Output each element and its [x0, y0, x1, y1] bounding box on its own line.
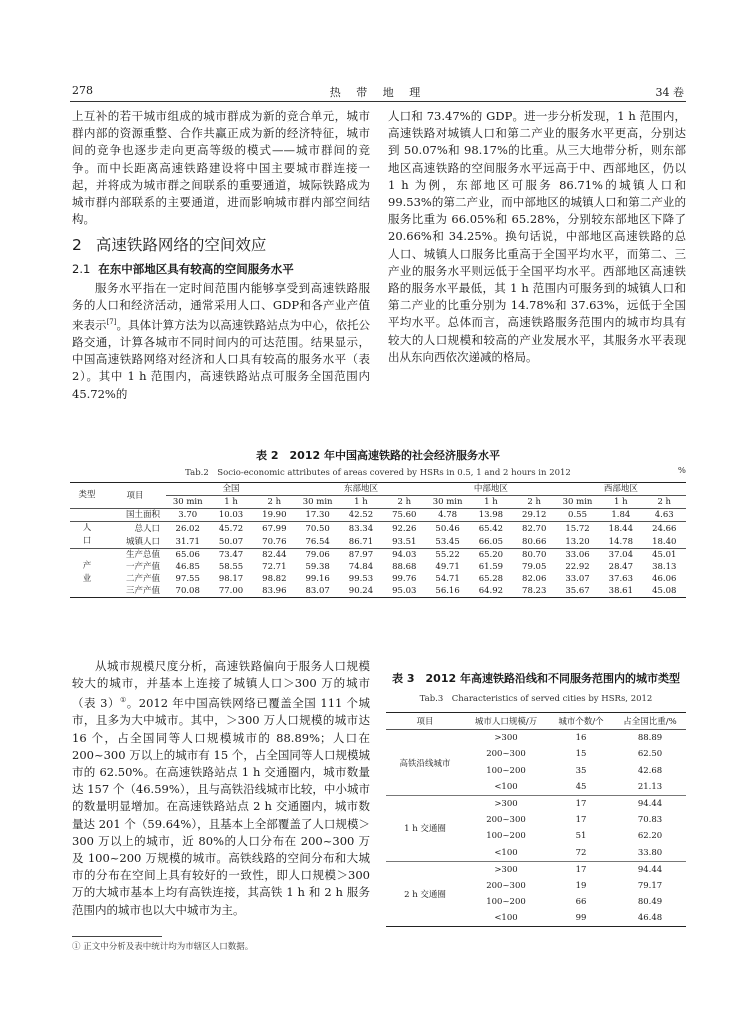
- table2-row-item: 二产产值: [126, 574, 161, 584]
- table3-cell: 79.17: [637, 880, 663, 891]
- table2-cell: 74.84: [348, 562, 374, 572]
- table3-cell: 200~300: [486, 815, 526, 826]
- table3-cell: 62.50: [637, 749, 663, 760]
- table2-cell: 49.71: [435, 562, 460, 572]
- subsection-number: 2.1: [72, 262, 91, 277]
- table2-cell: 35.67: [556, 585, 599, 598]
- table2-row-category: 产业: [70, 549, 104, 598]
- table2-cell: 45.08: [642, 585, 686, 598]
- table2-row: [70, 535, 686, 549]
- table2-header-time: 2 h: [642, 496, 686, 509]
- left-paragraph-1: 上互补的若干城市组成的城市群成为新的竞合单元，城市群内部的资源重整、合作共赢正成为新的经济特征，城市间的竞争也逐步走向更高等级的模式——城市群间的竞争。而中长距离高速铁路建设将中国主要城市群连接一起，并将成为城市群之间联系的重要通道，城际铁路成为城市群内部联系的主要通道，进而影响城市群内部空间结构。: [72, 109, 370, 227]
- table2-cell: 26.02: [175, 523, 200, 534]
- table2-cell: 19.90: [253, 509, 296, 522]
- table2-row-item: 一产产值: [126, 562, 161, 572]
- table2-cell: 75.60: [383, 509, 426, 522]
- table3-cell: 80.49: [637, 897, 663, 908]
- table2-row-item: 三产产值: [104, 585, 166, 598]
- right-paragraph-1: 人口和 73.47%的 GDP。进一步分析发现，1 h 范围内，高速铁路对城镇人口和第二产业的服务水平更高，分别达到 50.07%和 98.17%的比重。从三大地带分析，则东部地区高速铁路的空间服务水平远高于中、西部地区，仍以 1 h 为例，东部地区可服务 86.71%的城镇人口和 99.53%的第二产业，而中部地区的城镇人口和第二产业的服务比重为 66.05%和 65.28%，分别较东部地区下降了 20.66%和 34.25%。换句话说，中部地区高速铁路的总人口、城镇人口服务比重高于全国平均水平，而第二、三产业的服务水平则远低于全国平均水平。西部地区高速铁路的服务水平最低，其 1 h 范围内可服务到的城镇人口和第二产业的比重分别为 14.78%和 37.63%，远低于全国平均水平。总体而言，高速铁路服务范围内的城市均具有较大的人口规模和较高的产业发展水平，其服务水平表现出从东向西依次递减的格局。: [388, 109, 686, 364]
- table2-header-time: 30 min: [556, 496, 599, 509]
- table3-header-share: 占全国比重/%: [614, 713, 686, 730]
- section-heading: [72, 235, 370, 255]
- table3-cell: 100~200: [486, 831, 526, 842]
- table3-header-item: 项目: [386, 713, 464, 730]
- table2-cell: 37.63: [608, 574, 633, 584]
- table2-cell: 28.47: [608, 562, 633, 572]
- footnote-ref: ①: [119, 696, 127, 705]
- table2-header-time: 2 h: [253, 496, 296, 509]
- table2-row: [70, 522, 686, 536]
- header-rule: [70, 101, 686, 102]
- table3-cell: <100: [464, 845, 548, 862]
- table2-header-region: 全国: [166, 483, 296, 496]
- table3-header-size: 城市人口规模/万: [464, 713, 548, 730]
- table2-cell: 61.59: [478, 562, 504, 572]
- subsection-heading: [72, 261, 370, 278]
- citation-ref: [7]: [106, 318, 117, 327]
- table2-cell: 59.38: [305, 562, 330, 572]
- table2-cell: 82.44: [262, 550, 287, 560]
- lower-left-paragraph-b: 。2012 年中国高铁网络已覆盖全国 111 个城市，且多为大中城市。其中，＞300 万人口规模的城市达 16 个，占全国同等人口规模城市的 88.89%；人口在 200~300 万以上的城市有 15 个，占全国同等人口规模城市的 62.50%。在高速铁路站点 1 h 交通圈内，城市数量达 157 个（46.59%），且与高铁沿线城市比较，中小城市的数量明显增加。在高速铁路站点 2 h 交通圈内，城市数量达 201 个（59.64%），且基本上全部覆盖了人口规模＞300 万以上的城市，近 80%的人口分布在 200~300 万及 100~200 万规模的城市。高铁线路的空间分布和大城市的分布在空间上具有较好的一致性，即人口规模＞300 万的大城市基本上均有高铁连接，其高铁 1 h 和 2 h 服务范围内的城市也以大中城市为主。: [72, 696, 370, 917]
- table2-row-item: 城镇人口: [104, 535, 166, 549]
- table2-cell: 87.97: [348, 550, 374, 560]
- table2-row-item: 国土面积: [70, 509, 166, 522]
- table3-cell: 21.13: [614, 779, 686, 796]
- table3-cell: 99: [548, 910, 614, 927]
- table3-caption: 表 3 2012 年高速铁路沿线和不同服务范围内的城市类型: [392, 672, 680, 685]
- table2-cell: 17.30: [296, 509, 339, 522]
- table2-cell: 65.42: [478, 523, 504, 534]
- table2-cell: 38.61: [599, 585, 642, 598]
- table3-cell: 62.20: [637, 831, 663, 842]
- table2-row-category: 人口: [70, 522, 104, 549]
- table3-cell: <100: [464, 910, 548, 927]
- table2-cell: 83.96: [253, 585, 296, 598]
- left-paragraph-2a: 服务水平指在一定时间范围内能够享受到高速铁路服务的人口和经济活动，通常采用人口、GDP和各产业产值来表示: [72, 280, 370, 332]
- table2-cell: 4.78: [426, 509, 469, 522]
- table3-cell: 46.48: [614, 910, 686, 927]
- table2-cell: 50.46: [435, 523, 460, 534]
- table3-cell: 70.83: [637, 815, 663, 826]
- table2-header-time: 30 min: [166, 496, 209, 509]
- table2-cell: 38.13: [652, 562, 677, 572]
- table2-header-time: 1 h: [209, 496, 252, 509]
- table2-row-item: 生产总值: [126, 550, 161, 560]
- table3-cell: 17: [575, 799, 587, 810]
- table2-cell: 92.26: [392, 523, 417, 534]
- table2-cell: 90.24: [339, 585, 382, 598]
- table2-cell: 10.03: [209, 509, 252, 522]
- table3-cell: <100: [464, 779, 548, 796]
- table2-cell: 72.71: [262, 562, 287, 572]
- running-header: [72, 84, 684, 100]
- table2-cell: 55.22: [435, 550, 460, 560]
- table2-cell: 54.71: [435, 574, 460, 584]
- table3-cell: 35: [575, 765, 587, 776]
- table2-row: [70, 549, 686, 562]
- table3-cell: >300: [494, 733, 518, 744]
- table3-row: [386, 730, 686, 747]
- table2-cell: 79.05: [522, 562, 547, 572]
- table2-cell: 13.98: [469, 509, 512, 522]
- lower-left-column: [72, 658, 370, 919]
- table2-cell: 93.51: [383, 535, 426, 549]
- table3-cell: 45: [548, 779, 614, 796]
- table2-header-time: 1 h: [339, 496, 382, 509]
- table2-cell: 73.47: [218, 550, 244, 560]
- page-number: 278: [72, 84, 93, 97]
- table2-row: [70, 573, 686, 585]
- table2-cell: 42.52: [339, 509, 382, 522]
- left-column: [72, 108, 370, 403]
- table2-cell: 15.72: [565, 523, 590, 534]
- table2-cell: 82.70: [522, 523, 547, 534]
- table2-cell: 64.92: [469, 585, 512, 598]
- table2-cell: 99.76: [392, 574, 417, 584]
- lower-left-paragraph-a: 从城市规模尺度分析，高速铁路偏向于服务人口规模较大的城市，并基本上连接了城镇人口＞300 万的城市（表 3）: [72, 659, 370, 711]
- table2-cell: 65.06: [175, 550, 200, 560]
- table2-cell: 58.55: [218, 562, 244, 572]
- footnote-rule: [72, 936, 162, 937]
- table2-cell: 4.63: [642, 509, 686, 522]
- table2-header-region: 东部地区: [296, 483, 426, 496]
- table2-cell: 46.85: [175, 562, 200, 572]
- table2-cell: 3.70: [166, 509, 209, 522]
- table2-cell: 67.99: [262, 523, 287, 534]
- table3-cell: 33.80: [614, 845, 686, 862]
- table2-cell: 88.68: [392, 562, 417, 572]
- table2-cell: 70.08: [166, 585, 209, 598]
- table2-caption: 表 2 2012 年中国高速铁路的社会经济服务水平: [256, 449, 500, 462]
- table3-group-label: 2 h 交通圈: [386, 861, 464, 927]
- table2-row-item: 总人口: [134, 523, 161, 534]
- table2-header-region: 中部地区: [426, 483, 556, 496]
- table2-cell: 50.07: [209, 535, 252, 549]
- table3-cell: 42.68: [637, 765, 663, 776]
- table3-group-label: 高铁沿线城市: [386, 730, 464, 796]
- table2-header-time: 30 min: [426, 496, 469, 509]
- table2-cell: 94.03: [392, 550, 417, 560]
- table2-cell: 29.12: [513, 509, 556, 522]
- table2-cell: 82.06: [522, 574, 547, 584]
- table2-cell: 97.55: [175, 574, 200, 584]
- table2-header-region: 西部地区: [556, 483, 686, 496]
- table2-cell: 99.16: [305, 574, 330, 584]
- table3: [386, 712, 686, 927]
- section-title: 高速铁路网络的空间效应: [95, 236, 267, 255]
- table2-unit: %: [677, 466, 686, 476]
- table3-cell: 100~200: [486, 897, 526, 908]
- table3-cell: 72: [548, 845, 614, 862]
- table3-cell: 94.44: [637, 799, 663, 810]
- table3-cell: 100~200: [486, 765, 526, 776]
- table2-header-item: 项目: [104, 483, 166, 509]
- left-paragraph-2b: 。具体计算方法为以高速铁路站点为中心，依托公路交通，计算各城市不同时间内的可达范围。结果显示，中国高速铁路网络对经济和人口具有较高的服务水平（表 2）。其中 1 h 范围内，高速铁路站点可服务全国范围内 45.72%的: [72, 317, 371, 401]
- table2-cell: 14.78: [599, 535, 642, 549]
- table2-cell: 1.84: [599, 509, 642, 522]
- table2-cell: 95.03: [383, 585, 426, 598]
- table3-cell: 19: [575, 880, 587, 891]
- right-column: [388, 108, 686, 366]
- table2-cell: 22.92: [565, 562, 590, 572]
- table2-cell: 31.71: [166, 535, 209, 549]
- table3-header-count: 城市个数/个: [548, 713, 614, 730]
- journal-title: 热 带 地 理: [329, 86, 427, 99]
- table2-caption-en: Tab.2 Socio-economic attributes of areas covered by HSRs in 0.5, 1 and 2 hours in 2012: [185, 468, 571, 478]
- table3-cell: 94.44: [637, 864, 663, 875]
- table3-cell: 17: [575, 864, 587, 875]
- volume-label: 34 卷: [655, 86, 684, 99]
- table3-row: [386, 861, 686, 878]
- table2-cell: 18.44: [608, 523, 633, 534]
- table2-cell: 13.20: [556, 535, 599, 549]
- table2-cell: 83.07: [296, 585, 339, 598]
- table2-cell: 56.16: [426, 585, 469, 598]
- table2-cell: 45.01: [652, 550, 677, 560]
- table2-cell: 79.06: [305, 550, 330, 560]
- table2-cell: 99.53: [348, 574, 374, 584]
- subsection-title: 在东中部地区具有较高的空间服务水平: [98, 262, 294, 277]
- table3-cell: >300: [494, 864, 518, 875]
- table2-row: [70, 509, 686, 522]
- footnote: ① 正文中分析及表中统计均为市辖区人口数据。: [72, 942, 254, 952]
- table2-row: [70, 585, 686, 598]
- table2-cell: 98.17: [218, 574, 244, 584]
- table2-cell: 24.66: [652, 523, 677, 534]
- table2-cell: 86.71: [339, 535, 382, 549]
- table3-cell: >300: [494, 799, 518, 810]
- table2-header-time: 2 h: [513, 496, 556, 509]
- table3-cell: 17: [575, 815, 587, 826]
- table2-cell: 70.50: [305, 523, 330, 534]
- table2-cell: 65.20: [478, 550, 504, 560]
- table2-cell: 33.07: [565, 574, 590, 584]
- table3-cell: 88.89: [637, 733, 663, 744]
- table3-group-label: 1 h 交通圈: [386, 795, 464, 861]
- table2-cell: 83.34: [348, 523, 374, 534]
- table2-cell: 46.06: [652, 574, 677, 584]
- table2-cell: 0.55: [556, 509, 599, 522]
- table3-cell: 16: [575, 733, 587, 744]
- table2-header-time: 2 h: [383, 496, 426, 509]
- table2-cell: 33.06: [565, 550, 590, 560]
- table3-cell: 15: [575, 749, 587, 760]
- table3-caption-en: Tab.3 Characteristics of served cities by HSRs, 2012: [419, 694, 653, 704]
- table3-cell: 200~300: [486, 880, 526, 891]
- table2-cell: 53.45: [426, 535, 469, 549]
- table2-cell: 77.00: [209, 585, 252, 598]
- table2-header-time: 1 h: [599, 496, 642, 509]
- table2-header-time: 30 min: [296, 496, 339, 509]
- table2-cell: 45.72: [218, 523, 244, 534]
- table2-header-time: 1 h: [469, 496, 512, 509]
- table3-cell: 51: [575, 831, 587, 842]
- table2-row: [70, 561, 686, 573]
- table2-cell: 80.70: [522, 550, 547, 560]
- table2-cell: 66.05: [469, 535, 512, 549]
- table2-cell: 70.76: [253, 535, 296, 549]
- table2: [70, 482, 686, 598]
- table3-cell: 200~300: [486, 749, 526, 760]
- lower-left-paragraph: [72, 658, 370, 919]
- table2-cell: 76.54: [296, 535, 339, 549]
- table2-cell: 18.40: [642, 535, 686, 549]
- table2-cell: 80.66: [513, 535, 556, 549]
- table2-cell: 65.28: [478, 574, 504, 584]
- table2-cell: 98.82: [262, 574, 287, 584]
- table2-cell: 37.04: [608, 550, 633, 560]
- table3-cell: 66: [575, 897, 587, 908]
- table2-cell: 78.23: [513, 585, 556, 598]
- left-paragraph-2: [72, 280, 370, 403]
- table2-header-category: 类型: [70, 483, 104, 509]
- table3-row: [386, 795, 686, 812]
- section-number: 2: [72, 236, 82, 255]
